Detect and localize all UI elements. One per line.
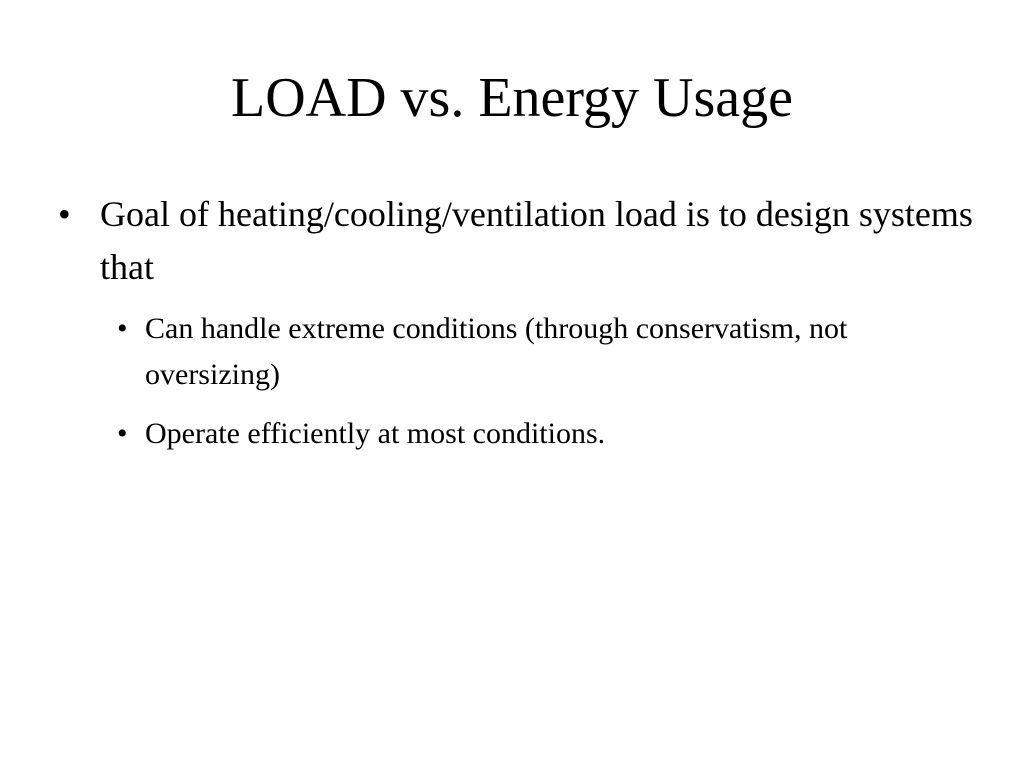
bullet-icon: • [58,194,71,234]
bullet-icon: • [117,312,128,345]
bullet-item [54,188,974,294]
sub-bullet-text: Operate efficiently at most conditions. [145,417,606,450]
slide-title: LOAD vs. Energy Usage [231,67,793,129]
sub-bullet-text: Can handle extreme conditions (through conservatism, not oversizing) [145,312,848,391]
sub-bullet-item [100,306,974,398]
bullet-text: Goal of heating/cooling/ventilation load is to design systems that [100,194,973,287]
slide-body [54,188,974,470]
bullet-icon: • [117,417,128,450]
sub-bullet-item [100,411,974,457]
